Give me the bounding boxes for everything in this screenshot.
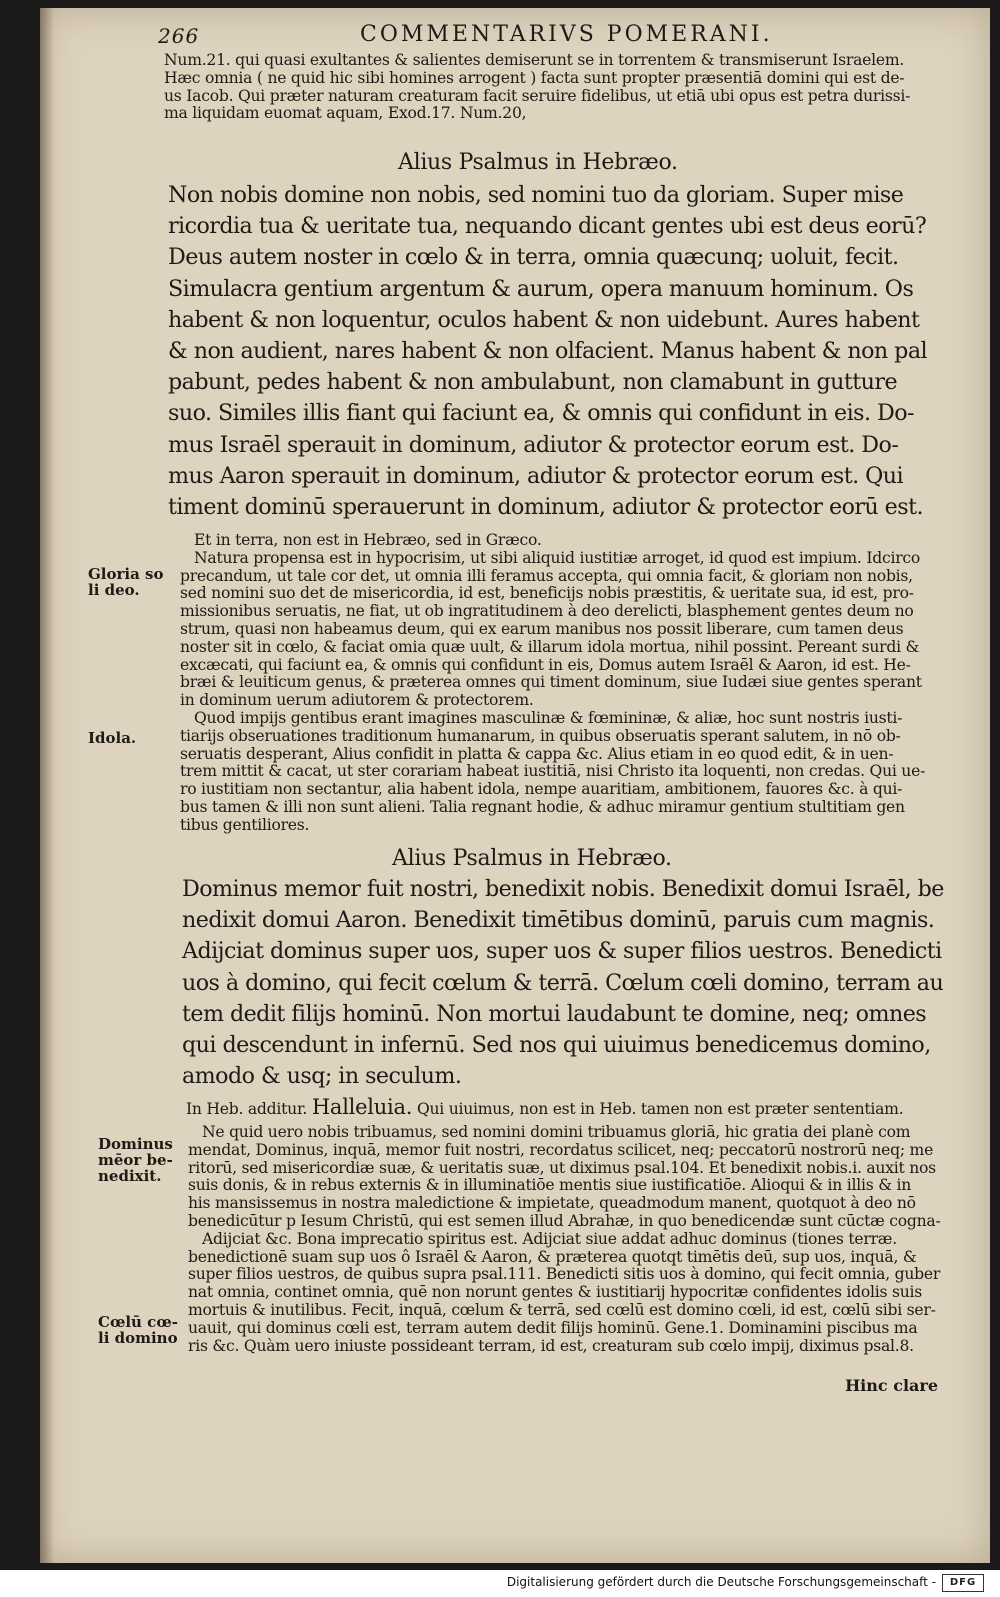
verse-line: & non audient, nares habent & non olfacient. Manus habent & non pal (168, 338, 928, 365)
catchword: Hinc clare (845, 1376, 938, 1395)
text-line: Adijciat &c. Bona imprecatio spiritus est. Adijciat siue addat adhuc dominus (tiones terræ. (202, 1229, 897, 1248)
text-line: Natura propensa est in hypocrisim, ut sibi aliquid iustitiæ arroget, id quod est impium. Idcirco (194, 548, 921, 567)
text-line: sed nomini suo det de misericordia, id est, beneficijs nobis præstitis, & ueritate sua, id est, pro- (180, 584, 914, 603)
commentary-block (188, 1124, 941, 1355)
dfg-logo-icon: DFG (942, 1574, 984, 1592)
text-line: seruatis desperant, Alius confidit in platta & cappa &c. Alius etiam in eo quod edit, & in uen- (180, 744, 894, 763)
marginal-note-gloria (88, 566, 164, 598)
text-line: trem mittit & cacat, ut ster corariam habeat iustitiā, nisi Christo ita loquenti, non credas. Qui ue- (180, 762, 926, 781)
text-line: Et in terra, non est in Hebræo, sed in Græco. (194, 531, 542, 549)
text-line: Hæc omnia ( ne quid hic sibi homines arrogent ) facta sunt propter præsentiā domini qui est de- (164, 68, 905, 87)
verse-line: Simulacra gentium argentum & aurum, opera manuum hominum. Os (168, 275, 914, 302)
text-line: Quod impijs gentibus erant imagines masculinæ & fœmininæ, & aliæ, hoc sunt nostris iusti- (194, 708, 903, 727)
marginal-line: li deo. (88, 581, 140, 599)
psalm-heading: Alius Psalmus in Hebræo. (398, 150, 678, 175)
text-line: his mansissemus in nostra maledictione & impietate, queadmodum manent, quotquot à deo nō (188, 1194, 916, 1213)
text-line: precandum, ut tale cor det, ut omnia illi feramus accepta, qui omnia facit, & gloriam non nobis, (180, 566, 913, 585)
verse-line: mus Israēl sperauit in dominum, adiutor & protector eorum est. Do- (168, 431, 899, 458)
psalm-text (168, 180, 927, 523)
verse-line: pabunt, pedes habent & non ambulabunt, non clamabunt in gutture (168, 369, 898, 396)
text-line: ro iustitiam non sectantur, alia habent idola, nempe auaritiam, ambitionem, fauores &c. à qui- (180, 780, 903, 799)
text-line: Num.21. qui quasi exultantes & salientes demiserunt se in torrentem & transmiserunt Israelem. (164, 51, 905, 69)
halleluia-line (186, 1095, 904, 1119)
text-line: tibus gentiliores. (180, 815, 310, 834)
verse-line: Dominus memor fuit nostri, benedixit nobis. Benedixit domui Israēl, be (182, 876, 944, 902)
page-gutter-shadow (40, 8, 54, 1563)
text-line: missionibus seruatis, ne fiat, ut ob ingratitudinem à deo derelicti, blasphement gentes deum no (180, 602, 914, 621)
text-line: bus tamen & illi non sunt alieni. Talia regnant hodie, & adhuc miramur gentium stultitiam gen (180, 797, 905, 816)
text-line: bræi & leuiticum genus, & præterea omnes qui timent dominum, siue Iudæi siue gentes sperant (180, 673, 922, 692)
verse-line: Non nobis domine non nobis, sed nomini tuo da gloriam. Super mise (168, 182, 904, 208)
text-line: mortuis & inutilibus. Fecit, inquā, cœlum & terrā, sed cœlū est domino cœli, id est, cœlū sibi ser- (188, 1300, 936, 1319)
verse-line: mus Aaron sperauit in dominum, adiutor & protector eorum est. Qui (168, 462, 904, 489)
marginal-note-coelum (98, 1314, 178, 1346)
verse-line: uos à domino, qui fecit cœlum & terrā. Cœlum cœli domino, terram au (182, 969, 944, 996)
top-commentary (164, 52, 910, 123)
text-line: tiarijs obseruationes traditionum humanarum, in quibus obseruatis sperant salutem, in nō ob- (180, 726, 901, 745)
text-line: mendat, Dominus, inquā, memor fuit nostri, recordatus scilicet, neq; peccatorū nostrorū neq; me (188, 1140, 934, 1159)
text-line: benedicūtur p Iesum Christū, qui est semen illud Abrahæ, in quo benedicendæ sunt cūctæ cogna- (188, 1211, 941, 1230)
footer-credit: Digitalisierung gefördert durch die Deutsche Forschungsgemeinschaft - (506, 1575, 936, 1589)
verse-line: Deus autem noster in cœlo & in terra, omnia quæcunq; uoluit, fecit. (168, 244, 899, 271)
marginal-line: Cœlū cœ- (98, 1313, 178, 1331)
verse-line: tem dedit filijs hominū. Non mortui laudabunt te domine, neq; omnes (182, 1000, 927, 1027)
verse-line: habent & non loquentur, oculos habent & non uidebunt. Aures habent (168, 306, 920, 333)
verse-line: timent dominū sperauerunt in dominum, adiutor & protector eorū est. (168, 494, 923, 521)
verse-line: nedixit domui Aaron. Benedixit timētibus dominū, paruis cum magnis. (182, 907, 935, 934)
marginal-line: Dominus (98, 1135, 173, 1153)
psalm-text (182, 874, 944, 1092)
text-line: in dominum uerum adiutorem & protectorem. (180, 691, 534, 710)
verse-line: qui descendunt in infernū. Sed nos qui uiuimus benedicemus domino, (182, 1032, 931, 1059)
commentary-block (180, 532, 925, 835)
text-line: Ne quid uero nobis tribuamus, sed nomini domini tribuamus gloriā, hic gratia dei planè com (202, 1123, 911, 1141)
verse-line: amodo & usq; in seculum. (182, 1063, 462, 1090)
marginal-line: Idola. (88, 729, 137, 747)
marginal-line: Gloria so (88, 565, 164, 583)
marginal-line: nedixit. (98, 1167, 162, 1185)
text-line: strum, quasi non habeamus deum, qui ex earum manibus nos possit liberare, cum tamen deus (180, 619, 904, 638)
marginal-note-idola (88, 730, 136, 746)
verse-line: ricordia tua & ueritate tua, nequando dicant gentes ubi est deus eorū? (168, 213, 927, 240)
halleluia-word: Halleluia. (311, 1095, 413, 1119)
verse-line: suo. Similes illis fiant qui faciunt ea, & omnis qui confidunt in eis. Do- (168, 400, 914, 427)
marginal-note-dominus (98, 1136, 173, 1184)
text-line: ritorū, sed misericordiæ suæ, & ueritatis suæ, ut diximus psal.104. Et benedixit nobis.i. auxit nos (188, 1158, 936, 1177)
text-line: excæcati, qui faciunt ea, & omnis qui confidunt in eis, Domus autem Israēl & Aaron, id est. He- (180, 655, 911, 674)
text-line: noster sit in cœlo, & faciat omia quæ uult, & illarum idola mortua, nihil possint. Pereant surdi & (180, 637, 920, 656)
book-page (40, 8, 990, 1563)
text-line: uauit, qui dominus cœli est, terram autem dedit filijs hominū. Gene.1. Dominamini piscibus ma (188, 1318, 918, 1337)
halleluia-suffix: Qui uiuimus, non est in Heb. tamen non est præter sententiam. (416, 1100, 904, 1118)
running-head: COMMENTARIVS POMERANI. (360, 22, 773, 47)
text-line: us Iacob. Qui præter naturam creaturam facit seruire fidelibus, ut etiā ubi opus est petra durissi- (164, 86, 911, 105)
footer-bar (0, 1570, 1000, 1597)
psalm-heading: Alius Psalmus in Hebræo. (392, 846, 672, 871)
text-line: super filios uestros, de quibus supra psal.111. Benedicti sitis uos à domino, qui fecit omnia, guber (188, 1265, 941, 1284)
verse-line: Adijciat dominus super uos, super uos & super filios uestros. Benedicti (182, 938, 942, 965)
folio-number: 266 (158, 24, 200, 48)
halleluia-prefix: In Heb. additur. (186, 1100, 308, 1118)
text-line: nat omnia, continet omnia, quē non norunt gentes & iustitiarij hypocritæ confidentes idolis suis (188, 1283, 922, 1302)
text-line: ris &c. Quàm uero iniuste possideant terram, id est, creaturam sub cœlo impij, diximus psal.8. (188, 1336, 914, 1355)
text-line: ma liquidam euomat aquam, Exod.17. Num.20, (164, 104, 527, 123)
marginal-line: mēor be- (98, 1151, 173, 1169)
text-line: suis donis, & in rebus externis & in illuminatiōe mentis siue iustificatiōe. Alioqui & in illis & in (188, 1176, 912, 1195)
text-line: benedictionē suam sup uos ô Israēl & Aaron, & præterea quotqt timētis deū, sup uos, inquā, & (188, 1247, 917, 1266)
marginal-line: li domino (98, 1329, 178, 1347)
